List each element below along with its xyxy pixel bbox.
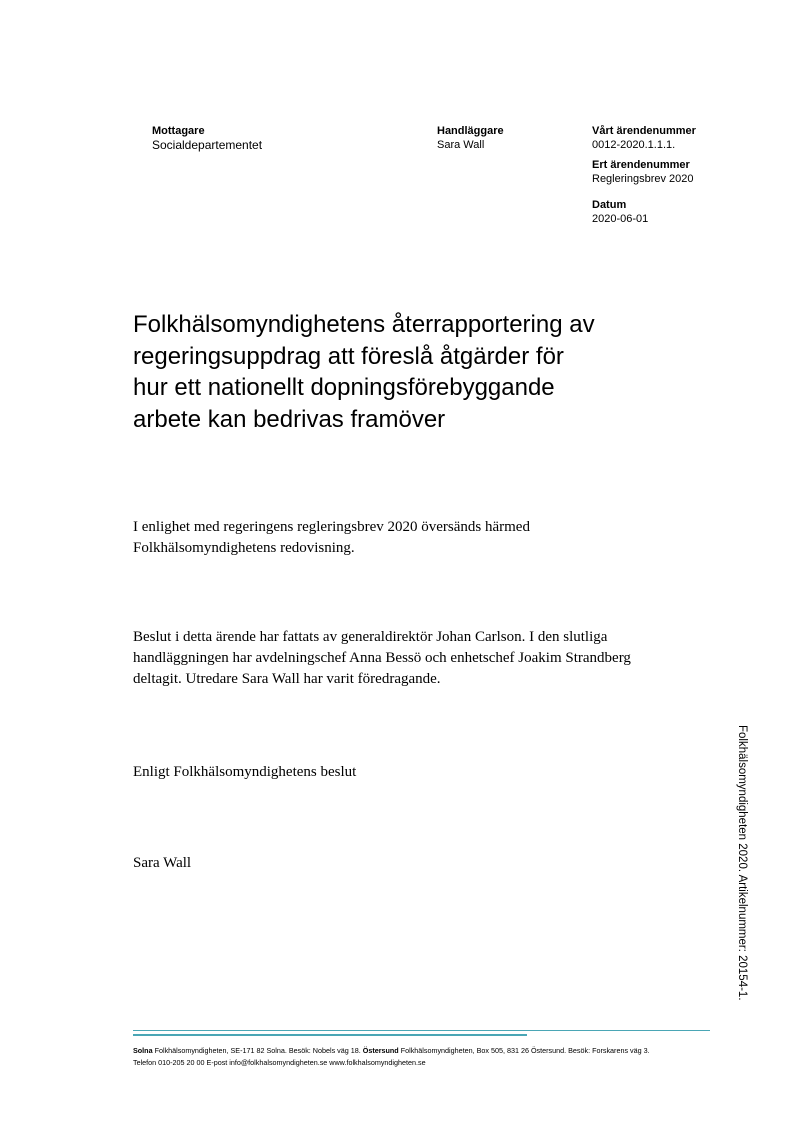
case-info-column xyxy=(592,124,696,226)
title-line: arbete kan bedrivas framöver xyxy=(133,405,446,433)
handler-value: Sara Wall xyxy=(437,139,485,151)
date-label: Datum xyxy=(592,199,627,211)
decision-line: handläggningen har avdelningschef Anna Bessö och enhetschef Joakim Strandberg xyxy=(133,650,631,666)
footer-rule-long xyxy=(133,1030,710,1031)
our-case-value: 0012-2020.1.1.1. xyxy=(592,139,676,151)
footer xyxy=(133,1045,650,1068)
footer-city-ostersund: Östersund xyxy=(362,1046,399,1055)
decision-line: Beslut i detta ärende har fattats av generaldirektör Johan Carlson. I den slutliga xyxy=(133,629,608,645)
title-line: hur ett nationellt dopningsförebyggande xyxy=(133,374,555,401)
your-case-value: Regleringsbrev 2020 xyxy=(592,173,694,185)
your-case-label: Ert ärendenummer xyxy=(592,159,690,171)
side-article-number: Folkhälsomyndigheten 2020. Artikelnummer: 20154-1. xyxy=(736,725,748,1001)
footer-address-line xyxy=(133,1045,650,1057)
title-line: Folkhälsomyndighetens återrapportering av xyxy=(133,311,595,338)
intro-paragraph xyxy=(133,517,693,559)
intro-line: Folkhälsomyndighetens redovisning. xyxy=(133,540,355,556)
intro-line: I enlighet med regeringens regleringsbrev 2020 översänds härmed xyxy=(133,519,530,535)
title-line: regeringsuppdrag att föreslå åtgärder för xyxy=(133,342,564,370)
handler-block xyxy=(437,124,504,152)
decision-paragraph xyxy=(133,627,693,690)
recipient-value: Socialdepartementet xyxy=(152,138,263,152)
our-case-label: Vårt ärendenummer xyxy=(592,125,696,137)
recipient-label: Mottagare xyxy=(152,125,205,137)
footer-city-solna: Solna xyxy=(133,1046,153,1055)
footer-contact-line: Telefon 010-205 20 00 E-post info@folkhalsomyndigheten.se www.folkhalsomyndigheten.se xyxy=(133,1057,426,1067)
decision-line: deltagit. Utredare Sara Wall har varit föredragande. xyxy=(133,671,441,687)
signature-name: Sara Wall xyxy=(133,855,192,871)
footer-rule-short xyxy=(133,1034,527,1036)
closing-line: Enligt Folkhälsomyndighetens beslut xyxy=(133,764,357,780)
date-value: 2020-06-01 xyxy=(592,213,649,225)
footer-address-ostersund: Folkhälsomyndigheten, Box 505, 831 26 Östersund. Besök: Forskarens väg 3. xyxy=(400,1046,650,1055)
document-title xyxy=(133,309,693,435)
recipient-block xyxy=(152,124,262,152)
handler-label: Handläggare xyxy=(437,125,504,137)
footer-address-solna: Folkhälsomyndigheten, SE-171 82 Solna. Besök: Nobels väg 18. xyxy=(154,1046,361,1055)
